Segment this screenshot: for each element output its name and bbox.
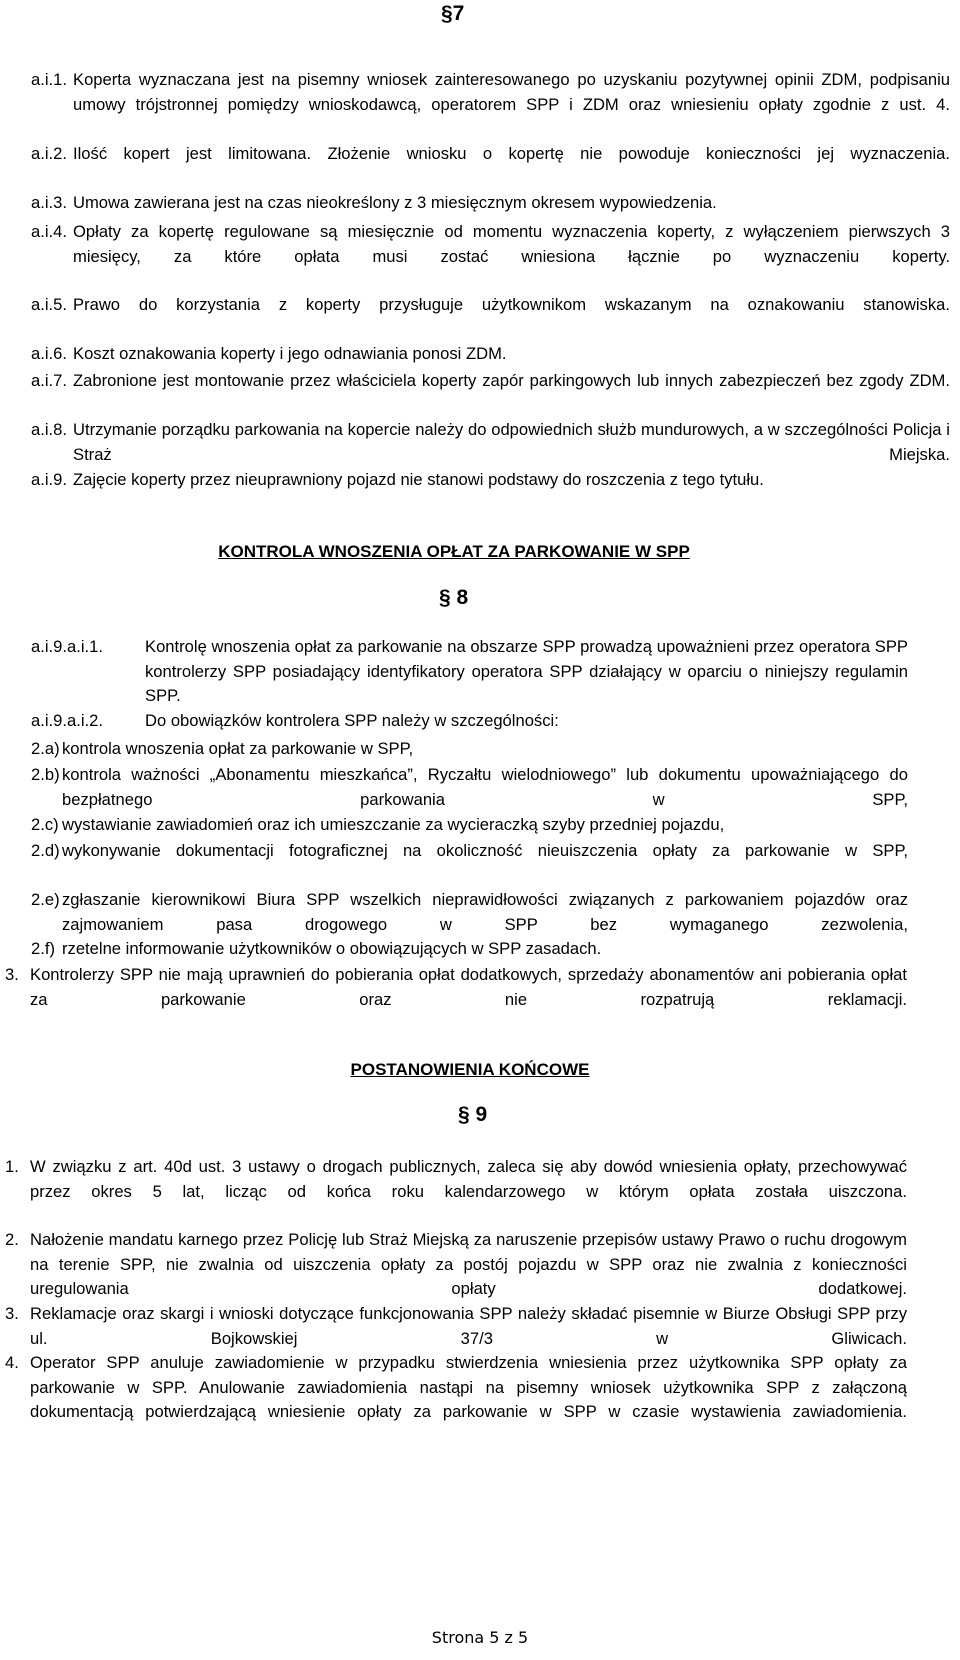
item-text: Operator SPP anuluje zawiadomienie w przypadku stwierdzenia wniesienia przez użytkownika SPP opłaty za parkowanie w SPP. Anulowanie zawiadomienia nastąpi na pisemny wniosek użytkownika SPP z załączoną dokumentacją potwierdzającą wniesienie opłaty za parkowanie w SPP w czasie wystawienia zawiadomienia.	[30, 1353, 907, 1421]
list-item	[31, 709, 908, 734]
item-number: 2.b)	[31, 765, 60, 784]
item-text: wystawianie zawiadomień oraz ich umieszczanie za wycieraczką szyby przedniej pojazdu,	[62, 815, 725, 834]
item-number: 3.	[5, 1304, 19, 1323]
section-9-symbol: § 9	[458, 1103, 488, 1126]
item-number: a.i.5.	[31, 295, 67, 314]
list-item	[31, 342, 950, 367]
item-number: a.i.7.	[31, 371, 67, 390]
list-item	[31, 468, 950, 493]
list-item	[31, 220, 950, 294]
item-text: zgłaszanie kierownikowi Biura SPP wszelkich nieprawidłowości związanych z parkowaniem pojazdów oraz zajmowaniem pasa drogowego w SPP bez wymaganego zezwolenia,	[62, 890, 908, 934]
item-number: a.i.9.	[31, 470, 67, 489]
section-8-heading: KONTROLA WNOSZENIA OPŁAT ZA PARKOWANIE W SPP	[218, 542, 690, 561]
item-number: a.i.9.a.i.2.	[31, 711, 103, 730]
list-item	[31, 737, 908, 762]
item-number: 2.d)	[31, 841, 60, 860]
page-number-footer: Strona 5 z 5	[431, 1628, 529, 1647]
item-text: Nałożenie mandatu karnego przez Policję lub Straż Miejską za naruszenie przepisów ustawy Prawo o ruchu drogowym na terenie SPP, nie zwalnia od uiszczenia opłaty za postój pojazdu w SPP oraz nie zwalnia z konieczności uregulowania opłaty dodatkowej.	[30, 1230, 907, 1298]
section-9-heading: POSTANOWIENIA KOŃCOWE	[350, 1060, 590, 1079]
item-number: a.i.2.	[31, 144, 67, 163]
item-number: a.i.3.	[31, 193, 67, 212]
item-text: W związku z art. 40d ust. 3 ustawy o drogach publicznych, zaleca się aby dowód wniesienia opłaty, przechowywać przez okres 5 lat, licząc od końca roku kalendarzowego w którym opłata została uiszczona.	[30, 1157, 907, 1201]
item-text: Koszt oznakowania koperty i jego odnawiania ponosi ZDM.	[73, 344, 507, 363]
item-text: Umowa zawierana jest na czas nieokreślony z 3 miesięcznym okresem wypowiedzenia.	[73, 193, 717, 212]
item-number: 3.	[5, 965, 19, 984]
item-number: a.i.9.a.i.1.	[31, 637, 103, 656]
item-text: Prawo do korzystania z koperty przysługuje użytkownikom wskazanym na oznakowaniu stanowiska.	[73, 295, 950, 314]
item-number: a.i.4.	[31, 222, 67, 241]
list-item	[5, 1351, 907, 1449]
item-number: 2.e)	[31, 890, 60, 909]
item-text: Utrzymanie porządku parkowania na kopercie należy do odpowiednich służb mundurowych, a w szczególności Policja i Straż Miejska.	[73, 420, 950, 464]
list-item	[31, 142, 950, 191]
item-number: 2.f)	[31, 939, 55, 958]
item-text: Kontrolę wnoszenia opłat za parkowanie na obszarze SPP prowadzą upoważnieni przez operatora SPP kontrolerzy SPP posiadający identyfikatory operatora SPP działający w oparciu o niniejszy regulamin SPP.	[145, 637, 908, 705]
list-item	[31, 839, 908, 888]
item-number: a.i.6.	[31, 344, 67, 363]
list-item	[31, 369, 950, 418]
item-text: Koperta wyznaczana jest na pisemny wniosek zainteresowanego po uzyskaniu pozytywnej opinii ZDM, podpisaniu umowy trójstronnej pomiędzy wnioskodawcą, operatorem SPP i ZDM oraz wniesieniu opłaty zgodnie z ust. 4.	[73, 70, 950, 114]
item-number: 1.	[5, 1157, 19, 1176]
item-number: 2.	[5, 1230, 19, 1249]
item-text: Reklamacje oraz skargi i wnioski dotyczące funkcjonowania SPP należy składać pisemnie w Biurze Obsługi SPP przy ul. Bojkowskiej 37/3 w Gliwicach.	[30, 1304, 907, 1348]
item-text: kontrola ważności „Abonamentu mieszkańca”, Ryczałtu wielodniowego” lub dokumentu upoważniającego do bezpłatnego parkowania w SPP,	[62, 765, 908, 809]
item-number: a.i.8.	[31, 420, 67, 439]
item-text: rzetelne informowanie użytkowników o obowiązujących w SPP zasadach.	[62, 939, 602, 958]
list-item	[31, 68, 950, 142]
list-item	[31, 293, 950, 342]
section-7-symbol: §7	[441, 2, 465, 25]
item-number: 2.c)	[31, 815, 59, 834]
section-8-symbol: § 8	[439, 586, 469, 609]
list-item	[5, 963, 907, 1037]
item-number: a.i.1.	[31, 70, 67, 89]
item-number: 2.a)	[31, 739, 60, 758]
item-text: Do obowiązków kontrolera SPP należy w szczególności:	[145, 711, 559, 730]
list-item	[31, 813, 908, 838]
item-text: kontrola wnoszenia opłat za parkowanie w SPP,	[62, 739, 414, 758]
item-text: wykonywanie dokumentacji fotograficznej na okoliczność nieuiszczenia opłaty za parkowanie w SPP,	[62, 841, 908, 860]
item-text: Opłaty za kopertę regulowane są miesięcznie od momentu wyznaczenia koperty, z wyłączeniem pierwszych 3 miesięcy, za które opłata musi zostać wniesiona łącznie po wyznaczeniu koperty.	[73, 222, 950, 266]
item-number: 4.	[5, 1353, 19, 1372]
list-item	[31, 191, 950, 216]
item-text: Zabronione jest montowanie przez właściciela koperty zapór parkingowych lub innych zabezpieczeń bez zgody ZDM.	[73, 371, 950, 390]
list-item	[5, 1155, 907, 1229]
item-text: Ilość kopert jest limitowana. Złożenie wniosku o kopertę nie powoduje konieczności jej wyznaczenia.	[73, 144, 950, 163]
item-text: Kontrolerzy SPP nie mają uprawnień do pobierania opłat dodatkowych, sprzedaży abonamentów ani pobierania opłat za parkowanie oraz nie rozpatrują reklamacji.	[30, 965, 907, 1009]
list-item	[31, 937, 908, 962]
item-text: Zajęcie koperty przez nieuprawniony pojazd nie stanowi podstawy do roszczenia z tego tytułu.	[73, 470, 764, 489]
